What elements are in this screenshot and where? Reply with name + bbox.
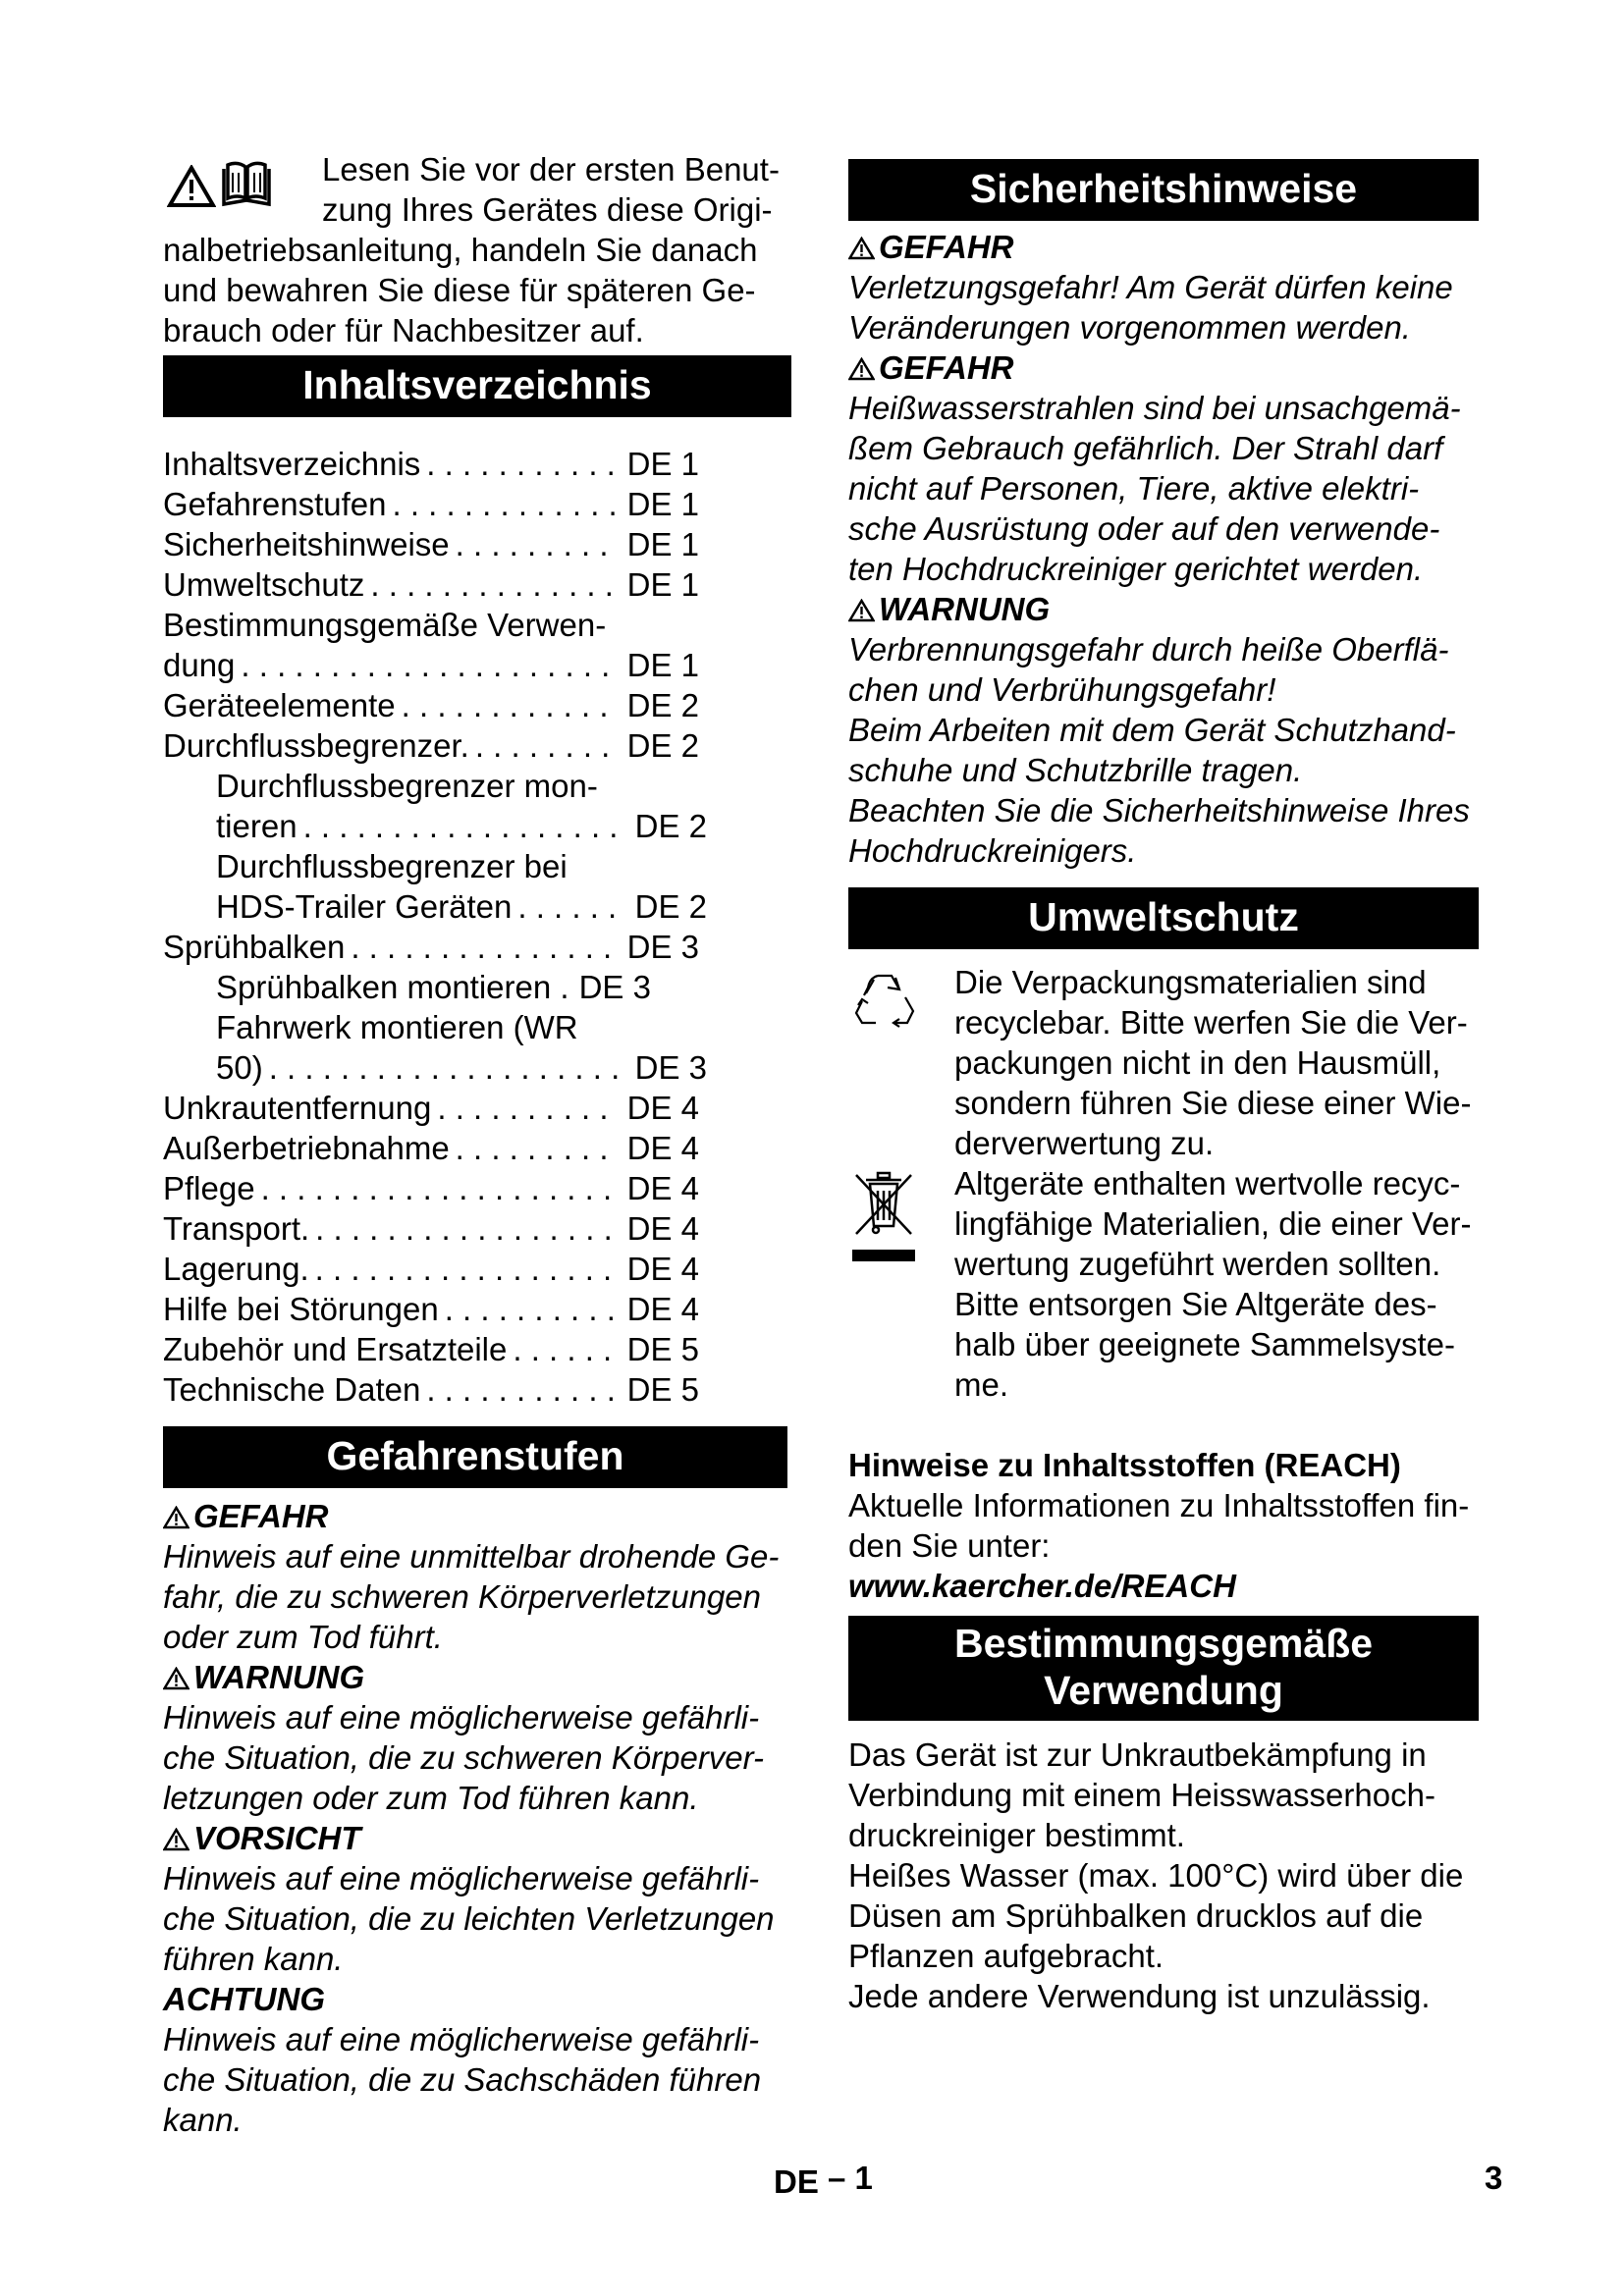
safety-gefahr-label xyxy=(848,227,1477,267)
recycle-icon-box xyxy=(848,962,954,1163)
safety-text: nicht auf Personen, Tiere, aktive elektri- xyxy=(848,470,1420,507)
toc-title: Sprühbalken xyxy=(163,929,346,965)
toc-leader xyxy=(364,564,617,605)
recycle-line: Die Verpackungsmaterialien sind xyxy=(954,964,1427,1000)
recycle-line: sondern führen Sie diese einer Wie- xyxy=(954,1085,1472,1121)
toc-title: Hilfe bei Störungen xyxy=(163,1291,439,1327)
crossed-bin-icon xyxy=(848,1169,919,1267)
toc-title: Außerbetriebnahme xyxy=(163,1130,450,1166)
safety-text: Verletzungsgefahr! Am Gerät dürfen keine xyxy=(848,269,1453,305)
usage-heading-line: Bestimmungsgemäße xyxy=(953,1621,1374,1666)
toc-entry[interactable] xyxy=(163,725,699,766)
recycle-block xyxy=(848,962,1477,1163)
safety-text: Hochdruckreinigers. xyxy=(848,832,1137,869)
achtung-desc: che Situation, die zu Sachschäden führen xyxy=(163,2061,762,2098)
toc-title: Lagerung. xyxy=(163,1251,309,1287)
safety-heading: Sicherheitshinweise xyxy=(848,159,1479,221)
toc-leader xyxy=(420,444,617,484)
toc-page: DE 1 xyxy=(626,526,699,562)
toc-title: Fahrwerk montieren (WR xyxy=(216,1009,578,1045)
toc-page: DE 2 xyxy=(634,888,707,925)
toc-leader xyxy=(309,1208,617,1249)
vorsicht-desc: che Situation, die zu leichten Verletzungen xyxy=(163,1900,775,1937)
toc-page: DE 1 xyxy=(626,566,699,603)
warning-icon xyxy=(848,599,875,622)
safety-text: Veränderungen vorgenommen werden. xyxy=(848,309,1411,346)
safety-section xyxy=(848,227,1477,871)
page-footer-section xyxy=(774,2160,873,2201)
intro-line: nalbetriebsanleitung, handeln Sie danach xyxy=(163,232,758,268)
warning-icon xyxy=(163,1828,189,1851)
toc-page: DE 4 xyxy=(626,1210,699,1247)
recycle-text xyxy=(954,962,1477,1163)
usage-line: Heißes Wasser (max. 100°C) wird über die xyxy=(848,1857,1464,1894)
safety-warnung-label xyxy=(848,589,1477,629)
toc-entry-wrap[interactable] xyxy=(163,846,793,886)
usage-line: Verbindung mit einem Heisswasserhoch- xyxy=(848,1777,1435,1813)
gefahr-desc: fahr, die zu schweren Körperverletzungen xyxy=(163,1578,762,1615)
safety-text: sche Ausrüstung oder auf den verwende- xyxy=(848,510,1440,547)
toc-title: Bestimmungsgemäße Verwen- xyxy=(163,607,607,643)
toc-entry[interactable] xyxy=(163,564,699,605)
vorsicht-desc: Hinweis auf eine möglicherweise gefährli- xyxy=(163,1860,760,1896)
safety-text: Beim Arbeiten mit dem Gerät Schutzhand- xyxy=(848,712,1456,748)
gefahr-desc: oder zum Tod führt. xyxy=(163,1619,443,1655)
toc-title: Umweltschutz xyxy=(163,566,365,603)
toc-entry[interactable] xyxy=(163,927,699,967)
toc-entry[interactable] xyxy=(163,967,707,1007)
usage-line: druckreiniger bestimmt. xyxy=(848,1817,1185,1853)
toc-title: Inhaltsverzeichnis xyxy=(163,446,421,482)
recycle-line: recyclebar. Bitte werfen Sie die Ver- xyxy=(954,1004,1468,1041)
gefahr-label xyxy=(163,1496,793,1536)
gefahr-desc: Hinweis auf eine unmittelbar drohende Ge- xyxy=(163,1538,780,1575)
intro-line: zung Ihres Gerätes diese Origi- xyxy=(322,191,773,228)
vorsicht-label xyxy=(163,1818,793,1858)
intro-line: und bewahren Sie diese für späteren Ge- xyxy=(163,272,756,308)
weee-line: wertung zugeführt werden sollten. xyxy=(954,1246,1441,1282)
warnung-label xyxy=(163,1657,793,1697)
toc-title: Durchflussbegrenzer bei xyxy=(216,848,568,884)
toc-title: Pflege xyxy=(163,1170,255,1206)
table-of-contents xyxy=(163,444,793,1410)
toc-title: Sicherheitshinweise xyxy=(163,526,450,562)
toc-title: Unkrautentfernung xyxy=(163,1090,432,1126)
weee-line: halb über geeignete Sammelsyste- xyxy=(954,1326,1455,1362)
toc-title: tieren xyxy=(216,808,298,844)
toc-leader xyxy=(439,1289,618,1329)
weee-line: me. xyxy=(954,1366,1009,1403)
safety-text: Heißwasserstrahlen sind bei unsachgemä- xyxy=(848,390,1461,426)
toc-page: DE 2 xyxy=(634,808,707,844)
toc-leader xyxy=(235,645,617,685)
toc-entry[interactable] xyxy=(163,886,707,927)
toc-page: DE 4 xyxy=(626,1130,699,1166)
toc-entry[interactable] xyxy=(163,1329,699,1369)
usage-heading xyxy=(848,1616,1479,1721)
toc-leader xyxy=(396,685,618,725)
weee-line: Bitte entsorgen Sie Altgeräte des- xyxy=(954,1286,1437,1322)
left-column xyxy=(163,149,793,2140)
safety-gefahr-text: GEFAHR xyxy=(879,349,1014,386)
usage-section xyxy=(848,1735,1477,2016)
reach-line: Aktuelle Informationen zu Inhaltsstoffen fin- xyxy=(848,1487,1470,1523)
warnung-desc: letzungen oder zum Tod führen kann. xyxy=(163,1780,699,1816)
toc-entry[interactable] xyxy=(163,1289,699,1329)
toc-entry[interactable] xyxy=(163,1088,699,1128)
environment-heading: Umweltschutz xyxy=(848,887,1479,949)
reach-heading: Hinweise zu Inhaltsstoffen (REACH) xyxy=(848,1447,1401,1483)
toc-heading: Inhaltsverzeichnis xyxy=(163,355,791,417)
toc-page: DE 2 xyxy=(626,727,699,764)
recycle-icon xyxy=(848,968,921,1033)
intro-line: Lesen Sie vor der ersten Benut- xyxy=(322,151,780,187)
warnung-desc: Hinweis auf eine möglicherweise gefährli- xyxy=(163,1699,760,1735)
usage-line: Düsen am Sprühbalken drucklos auf die xyxy=(848,1897,1424,1934)
toc-entry[interactable] xyxy=(163,1369,699,1410)
reach-link[interactable]: www.kaercher.de/REACH xyxy=(848,1568,1236,1604)
toc-entry-wrap[interactable] xyxy=(163,1007,793,1047)
recycle-line: derverwertung zu. xyxy=(954,1125,1215,1161)
page-number: 3 xyxy=(1485,2160,1503,2196)
safety-text: ten Hochdruckreiniger gerichtet werden. xyxy=(848,551,1424,587)
toc-entry[interactable] xyxy=(163,685,699,725)
toc-leader xyxy=(431,1088,617,1128)
achtung-label: ACHTUNG xyxy=(163,1981,325,2017)
toc-entry[interactable] xyxy=(163,444,699,484)
warning-icon xyxy=(163,1667,189,1690)
toc-entry-wrap[interactable] xyxy=(163,766,793,806)
safety-gefahr-text: GEFAHR xyxy=(879,229,1014,265)
footer-section-page: 1 xyxy=(854,2160,873,2196)
toc-entry-wrap[interactable] xyxy=(163,605,699,645)
achtung-desc: kann. xyxy=(163,2102,243,2138)
warning-icon xyxy=(163,1506,189,1529)
toc-leader xyxy=(309,1249,618,1289)
safety-text: Beachten Sie die Sicherheitshinweise Ihres xyxy=(848,792,1470,828)
toc-title: Sprühbalken montieren . xyxy=(216,969,569,1005)
footer-dash: – xyxy=(828,2160,846,2196)
usage-line: Das Gerät ist zur Unkrautbekämpfung in xyxy=(848,1736,1427,1773)
toc-page: DE 1 xyxy=(626,647,699,683)
warning-icon xyxy=(848,237,875,260)
manual-book-icon xyxy=(220,159,273,208)
toc-page: DE 3 xyxy=(634,1049,707,1086)
safety-gefahr-label xyxy=(848,347,1477,388)
usage-line: Jede andere Verwendung ist unzulässig. xyxy=(848,1978,1431,2014)
toc-title: HDS-Trailer Geräten xyxy=(216,888,513,925)
toc-entry[interactable] xyxy=(163,1208,699,1249)
toc-title: dung xyxy=(163,647,236,683)
toc-leader xyxy=(507,1329,617,1369)
intro-block xyxy=(163,149,793,351)
intro-line: brauch oder für Nachbesitzer auf. xyxy=(163,312,644,348)
toc-page: DE 4 xyxy=(626,1090,699,1126)
toc-page: DE 5 xyxy=(626,1331,699,1367)
weee-icon-box xyxy=(848,1163,954,1405)
toc-title: Durchflussbegrenzer. xyxy=(163,727,469,764)
toc-page: DE 1 xyxy=(626,486,699,522)
safety-text: Verbrennungsgefahr durch heiße Oberflä- xyxy=(848,631,1449,667)
warnung-text: WARNUNG xyxy=(193,1659,365,1695)
toc-leader xyxy=(263,1047,625,1088)
achtung-desc: Hinweis auf eine möglicherweise gefährli- xyxy=(163,2021,760,2057)
safety-text: chen und Verbrühungsgefahr! xyxy=(848,671,1276,708)
warning-icon xyxy=(848,357,875,381)
usage-heading-line: Verwendung xyxy=(1044,1668,1283,1713)
toc-page: DE 4 xyxy=(626,1291,699,1327)
toc-page: DE 4 xyxy=(626,1251,699,1287)
weee-block xyxy=(848,1163,1477,1405)
toc-entry[interactable] xyxy=(163,524,699,564)
toc-entry[interactable] xyxy=(163,484,699,524)
toc-leader xyxy=(450,524,618,564)
warning-icon xyxy=(167,165,216,208)
toc-title: Durchflussbegrenzer mon- xyxy=(216,768,598,804)
toc-title: 50) xyxy=(216,1049,263,1086)
toc-title: Geräteelemente xyxy=(163,687,396,723)
toc-page: DE 3 xyxy=(626,929,699,965)
toc-leader xyxy=(469,725,618,766)
environment-section xyxy=(848,962,1477,1606)
safety-text: ßem Gebrauch gefährlich. Der Strahl darf xyxy=(848,430,1443,466)
toc-entry[interactable] xyxy=(163,645,699,685)
toc-leader xyxy=(345,927,617,967)
toc-entry[interactable] xyxy=(163,806,707,846)
gefahr-text: GEFAHR xyxy=(193,1498,329,1534)
toc-title: Gefahrenstufen xyxy=(163,486,387,522)
toc-page: DE 2 xyxy=(626,687,699,723)
toc-title: Transport. xyxy=(163,1210,310,1247)
safety-text: schuhe und Schutzbrille tragen. xyxy=(848,752,1303,788)
toc-title: Zubehör und Ersatzteile xyxy=(163,1331,508,1367)
toc-leader xyxy=(255,1168,618,1208)
toc-page: DE 5 xyxy=(626,1371,699,1408)
toc-leader xyxy=(298,806,625,846)
weee-line: Altgeräte enthalten wertvolle recyc- xyxy=(954,1165,1461,1201)
toc-leader xyxy=(450,1128,618,1168)
toc-page: DE 1 xyxy=(626,446,699,482)
footer-section-label: DE xyxy=(774,2163,819,2200)
vorsicht-desc: führen kann. xyxy=(163,1941,344,1977)
reach-line: den Sie unter: xyxy=(848,1527,1051,1564)
recycle-line: packungen nicht in den Hausmüll, xyxy=(954,1044,1441,1081)
toc-title: Technische Daten xyxy=(163,1371,421,1408)
right-column xyxy=(848,159,1477,2016)
toc-entry[interactable] xyxy=(163,1047,707,1088)
weee-text xyxy=(954,1163,1477,1405)
toc-entry[interactable] xyxy=(163,1249,699,1289)
toc-entry[interactable] xyxy=(163,1168,699,1208)
toc-entry[interactable] xyxy=(163,1128,699,1168)
toc-leader xyxy=(387,484,618,524)
levels-heading: Gefahrenstufen xyxy=(163,1426,787,1488)
safety-warnung-text: WARNUNG xyxy=(879,591,1051,627)
usage-line: Pflanzen aufgebracht. xyxy=(848,1938,1164,1974)
vorsicht-text: VORSICHT xyxy=(193,1820,361,1856)
toc-leader xyxy=(512,886,624,927)
weee-line: lingfähige Materialien, die einer Ver- xyxy=(954,1205,1472,1242)
warnung-desc: che Situation, die zu schweren Körperver- xyxy=(163,1739,765,1776)
toc-page: DE 3 xyxy=(578,969,651,1005)
toc-leader xyxy=(420,1369,617,1410)
toc-page: DE 4 xyxy=(626,1170,699,1206)
levels-section xyxy=(163,1496,793,2140)
